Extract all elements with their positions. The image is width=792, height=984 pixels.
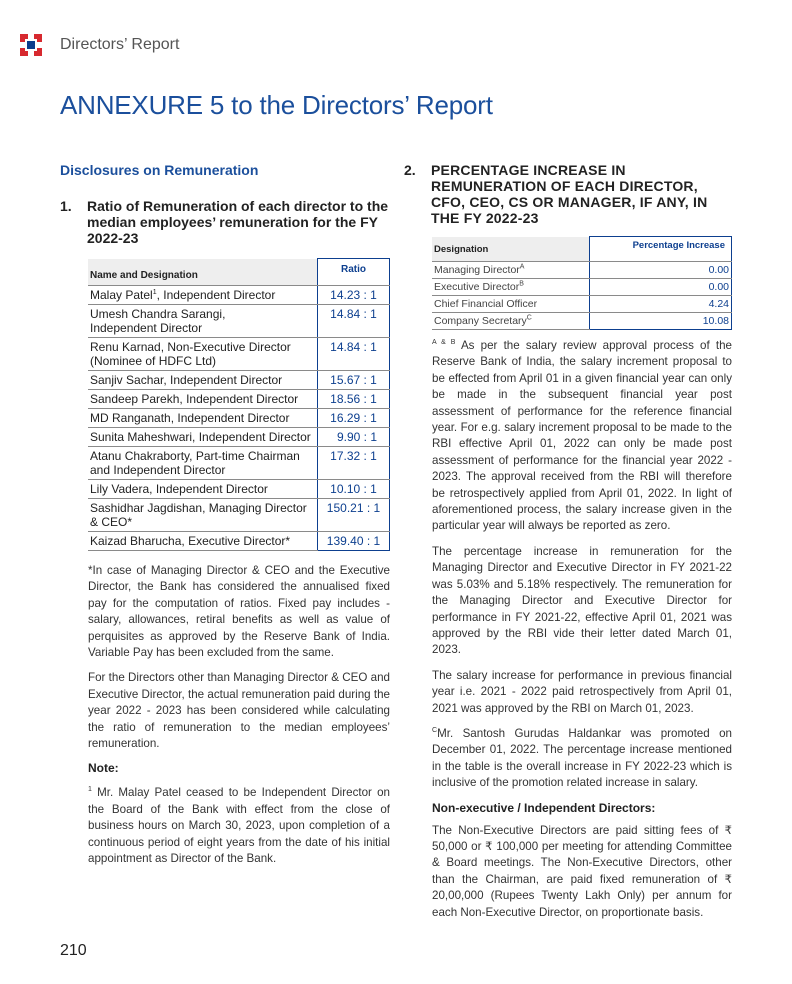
column-header-name: Name and Designation bbox=[88, 259, 318, 286]
page-header bbox=[20, 34, 179, 56]
table-row bbox=[432, 279, 732, 296]
other-directors-paragraph: For the Directors other than Managing Director & CEO and Executive Director, the actual remuneration paid during the year 2022 - 2023 has been considered while calculating the ratio of remuneration to the median employees’ remuneration. bbox=[88, 671, 390, 751]
table-row bbox=[88, 371, 390, 390]
section-1-heading bbox=[60, 198, 390, 246]
director-name: Atanu Chakraborty, Part-time Chairman and Independent Director bbox=[88, 447, 318, 480]
percentage-value: 0.00 bbox=[590, 279, 732, 296]
non-executive-heading: Non-executive / Independent Directors: bbox=[432, 800, 656, 815]
director-name: Malay Patel$^1$, Independent Director bbox=[88, 286, 318, 305]
ratio-value: 17.32 : 1 bbox=[318, 447, 390, 480]
table-row bbox=[88, 409, 390, 428]
table-row bbox=[88, 447, 390, 480]
disclosures-heading: Disclosures on Remuneration bbox=[60, 162, 259, 178]
left-notes bbox=[88, 563, 390, 868]
director-name: Umesh Chandra Sarangi, Independent Director bbox=[88, 305, 318, 338]
director-name: Sandeep Parekh, Independent Director bbox=[88, 390, 318, 409]
column-header-ratio: Ratio bbox=[318, 259, 390, 286]
ratio-value: 14.84 : 1 bbox=[318, 338, 390, 371]
section-2-heading bbox=[404, 162, 734, 226]
section-title: Ratio of Remuneration of each director to the median employees’ remuneration for the FY 2022-23 bbox=[87, 198, 389, 246]
designation: Managing Director$^A$ bbox=[432, 262, 590, 279]
rbi-approval-paragraph: The salary increase for performance in previous financial year i.e. 2021 - 2022 paid retrospectively from April 01, 2021 was approved by the RBI on March 01, 2023. bbox=[432, 668, 732, 715]
director-name: Renu Karnad, Non-Executive Director (Nominee of HDFC Ltd) bbox=[88, 338, 318, 371]
table-header-row bbox=[432, 237, 732, 262]
right-column bbox=[404, 162, 734, 930]
table-row bbox=[432, 313, 732, 330]
director-name: Sashidhar Jagdishan, Managing Director & CEO* bbox=[88, 499, 318, 532]
header-title: Directors’ Report bbox=[60, 36, 180, 53]
column-header-percentage: Percentage Increase bbox=[590, 237, 732, 262]
percentage-increase-table bbox=[432, 236, 732, 330]
ratio-table bbox=[88, 258, 390, 551]
annexure-title: ANNEXURE 5 to the Directors’ Report bbox=[60, 90, 493, 120]
ratio-value: 10.10 : 1 bbox=[318, 480, 390, 499]
table-header-row bbox=[88, 259, 390, 286]
right-notes bbox=[432, 338, 732, 921]
percentage-value: 4.24 bbox=[590, 296, 732, 313]
table-row bbox=[432, 262, 732, 279]
ratio-value: 14.84 : 1 bbox=[318, 305, 390, 338]
ratio-value: 15.67 : 1 bbox=[318, 371, 390, 390]
table-row bbox=[88, 338, 390, 371]
ratio-value: 16.29 : 1 bbox=[318, 409, 390, 428]
designation: Executive Director$^B$ bbox=[432, 279, 590, 296]
table-row bbox=[88, 390, 390, 409]
sitting-fees-paragraph: The Non-Executive Directors are paid sitting fees of ₹ 50,000 or ₹ 100,000 per meeting for attending Committee & Board meetings. The Non-Executive Directors, other than the Chairman, are paid fixed remuneration of ₹ 20,00,000 (Rupees Twenty Lakh Only) per annum for each Non-Executive Director, on proportionate basis. bbox=[432, 823, 732, 919]
fixed-pay-paragraph: *In case of Managing Director & CEO and the Executive Director, the Bank has considered the annualised fixed pay for the computation of ratios. Fixed pay includes - salary, allowances, retiral benefits as well as value of perquisites as approved by the Reserve Bank of India. Variable Pay has been excluded from the same. bbox=[88, 564, 390, 660]
director-name: Sanjiv Sachar, Independent Director bbox=[88, 371, 318, 390]
table-row bbox=[88, 480, 390, 499]
section-title: PERCENTAGE INCREASE IN REMUNERATION OF EACH DIRECTOR, CFO, CEO, CS OR MANAGER, IF ANY, IN THE FY 2022-23 bbox=[431, 162, 708, 226]
table-row bbox=[88, 428, 390, 447]
table-row bbox=[88, 286, 390, 305]
promotion-paragraph: $^C$Mr. Santosh Gurudas Haldankar was promoted on December 01, 2022. The percentage increase mentioned in the table is the overall increase in FY 2022-23 which is inclusive of the promotion related increase in salary. bbox=[432, 726, 732, 790]
section-number: 1. bbox=[60, 198, 72, 214]
director-name: MD Ranganath, Independent Director bbox=[88, 409, 318, 428]
ratio-value: 139.40 : 1 bbox=[318, 532, 390, 551]
bank-logo-icon bbox=[20, 34, 42, 56]
director-name: Sunita Maheshwari, Independent Director bbox=[88, 428, 318, 447]
section-number: 2. bbox=[404, 162, 416, 178]
ratio-value: 18.56 : 1 bbox=[318, 390, 390, 409]
designation: Company Secretary$^C$ bbox=[432, 313, 590, 330]
left-column bbox=[60, 162, 390, 877]
salary-review-paragraph: $^{A \& B}$ As per the salary review approval process of the Reserve Bank of India, the salary increment proposal to be effected from April 01 in a given financial year can only be made in the subsequent financial year post assessment of performance for the reference financial year. For e.g. salary increment proposal to be made to the RBI effective April 01, 2022 can only be made post assessment of performance for the financial year 2022 - 2023. The approval received from the RBI will therefore be retrospectively applied from April 01, 2022. In light of aforementioned process, the salary increase given in the particular year will always be reported as zero. bbox=[432, 339, 732, 533]
previous-increase-paragraph: The percentage increase in remuneration for the Managing Director and Executive Director in FY 2021-22 was 5.03% and 5.18% respectively. The remuneration for the Managing Director and Executive Director for performance in FY 2021-22, effective April 01, 2021 was approved by the RBI vide their letter dated March 01, 2023. bbox=[432, 544, 732, 657]
table-row bbox=[88, 305, 390, 338]
designation: Chief Financial Officer bbox=[432, 296, 590, 313]
percentage-value: 0.00 bbox=[590, 262, 732, 279]
ratio-value: 9.90 : 1 bbox=[318, 428, 390, 447]
director-name: Lily Vadera, Independent Director bbox=[88, 480, 318, 499]
table-row bbox=[88, 532, 390, 551]
column-header-designation: Designation bbox=[432, 237, 590, 262]
note-paragraph: $^1$ Mr. Malay Patel ceased to be Independent Director on the Board of the Bank with effect from the close of business hours on March 30, 2023, upon completion of a continuous period of eight years from the date of his initial appointment as Director of the Bank. bbox=[88, 786, 390, 866]
percentage-value: 10.08 bbox=[590, 313, 732, 330]
table-row bbox=[432, 296, 732, 313]
page-number: 210 bbox=[60, 942, 87, 959]
director-name: Kaizad Bharucha, Executive Director* bbox=[88, 532, 318, 551]
note-heading: Note: bbox=[88, 761, 119, 776]
ratio-value: 14.23 : 1 bbox=[318, 286, 390, 305]
ratio-value: 150.21 : 1 bbox=[318, 499, 390, 532]
table-row bbox=[88, 499, 390, 532]
